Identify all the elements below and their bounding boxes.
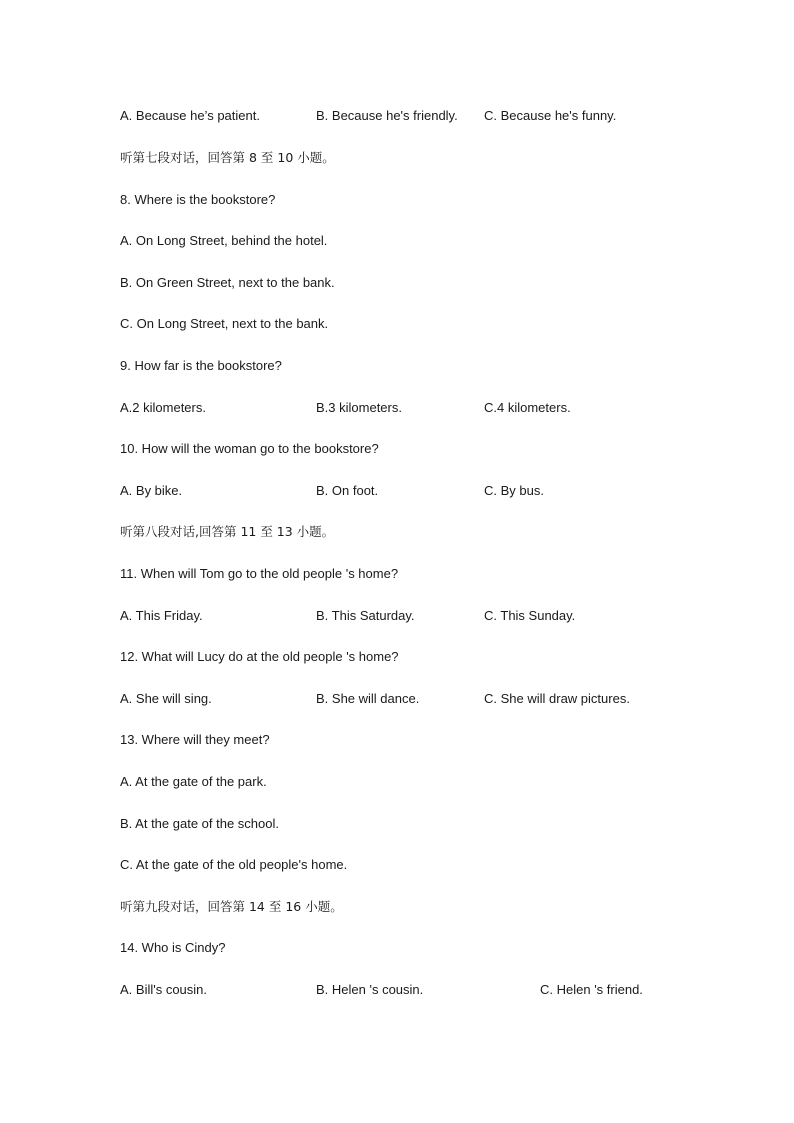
option-b: B. On foot.: [316, 483, 379, 498]
option-b: B.3 kilometers.: [316, 400, 402, 415]
option-c: C. Because he's funny.: [484, 108, 617, 123]
option-c: C. By bus.: [484, 483, 544, 498]
option-b: B. Because he's friendly.: [316, 108, 458, 123]
option-c: C.4 kilometers.: [484, 400, 571, 415]
option-a: A. She will sing.: [120, 691, 212, 706]
option-line: C. On Long Street, next to the bank.: [120, 316, 329, 331]
option-line: C. At the gate of the old people's home.: [120, 857, 348, 872]
option-b: B. Helen 's cousin.: [316, 982, 424, 997]
option-a: A. Bill's cousin.: [120, 982, 208, 997]
question-text: 11. When will Tom go to the old people 's home?: [120, 566, 399, 581]
option-line: B. At the gate of the school.: [120, 816, 279, 831]
option-a: A. By bike.: [120, 483, 183, 498]
question-text: 13. Where will they meet?: [120, 732, 270, 747]
question-text: 10. How will the woman go to the bookstore?: [120, 441, 379, 456]
question-text: 8. Where is the bookstore?: [120, 192, 276, 207]
option-line: B. On Green Street, next to the bank.: [120, 275, 335, 290]
option-c: C. Helen 's friend.: [540, 982, 643, 997]
question-text: 9. How far is the bookstore?: [120, 358, 282, 373]
section-heading: 听第八段对话,回答第 11 至 13 小题。: [120, 524, 335, 539]
option-c: C. This Sunday.: [484, 608, 576, 623]
option-a: A. This Friday.: [120, 608, 203, 623]
section-heading: 听第九段对话，回答第 14 至 16 小题。: [120, 899, 343, 914]
option-line: A. At the gate of the park.: [120, 774, 267, 789]
question-text: 14. Who is Cindy?: [120, 940, 226, 955]
option-b: B. She will dance.: [316, 691, 420, 706]
option-a: A.2 kilometers.: [120, 400, 206, 415]
question-text: 12. What will Lucy do at the old people 's home?: [120, 649, 399, 664]
option-a: A. Because he’s patient.: [120, 108, 260, 123]
option-line: A. On Long Street, behind the hotel.: [120, 233, 328, 248]
option-c: C. She will draw pictures.: [484, 691, 630, 706]
section-heading: 听第七段对话，回答第 8 至 10 小题。: [120, 150, 335, 165]
option-b: B. This Saturday.: [316, 608, 415, 623]
